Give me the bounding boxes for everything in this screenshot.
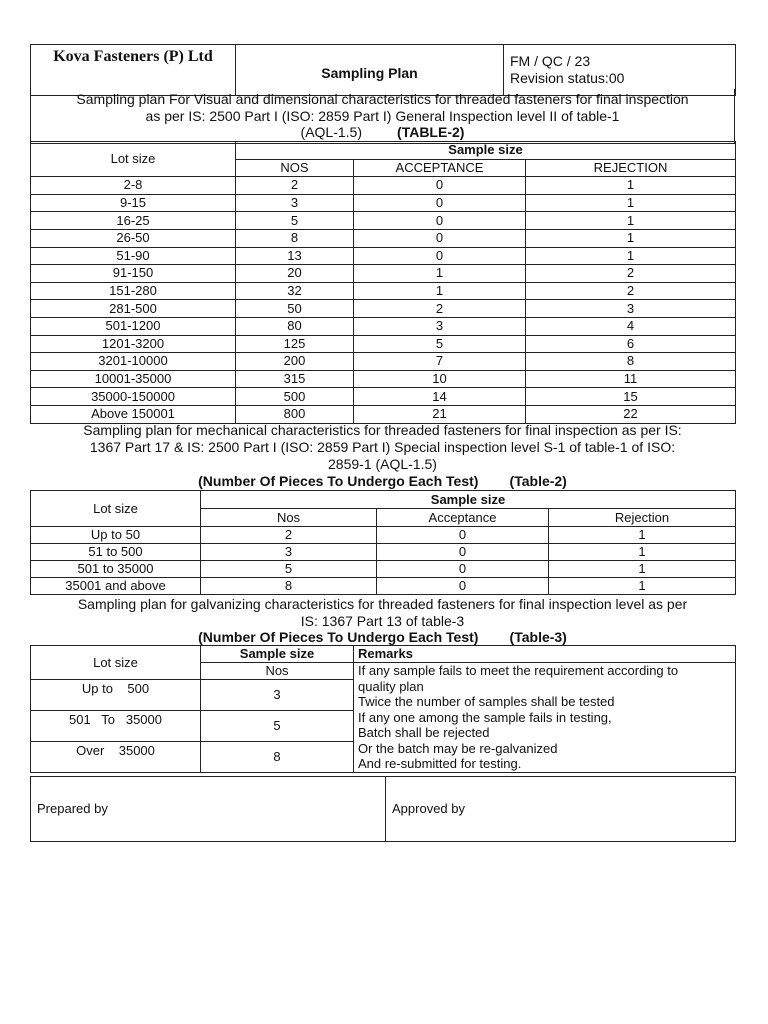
table1-caption-line3 bbox=[31, 124, 734, 141]
table1-caption-line2: as per IS: 2500 Part I (ISO: 2859 Part I) General Inspection level II of table-1 bbox=[145, 107, 620, 124]
table3-nos: 8 bbox=[201, 742, 354, 773]
table2-col-rejection: Rejection bbox=[549, 509, 736, 527]
table1-acceptance: 0 bbox=[354, 194, 526, 212]
table1-nos: 3 bbox=[236, 194, 354, 212]
table1-rejection: 1 bbox=[526, 229, 736, 247]
table1-lot-size: 16-25 bbox=[31, 212, 236, 230]
table1-rejection: 1 bbox=[526, 212, 736, 230]
table1-row bbox=[31, 212, 736, 230]
remark-line: Or the batch may be re-galvanized bbox=[358, 740, 558, 756]
table2-rejection: 1 bbox=[549, 527, 736, 544]
table1-lot-size: 51-90 bbox=[31, 247, 236, 265]
table1-caption-line1: Sampling plan For Visual and dimensional characteristics for threaded fasteners for final inspection bbox=[76, 91, 689, 107]
table2-rejection: 1 bbox=[549, 561, 736, 578]
table1-aql: (AQL-1.5) bbox=[300, 124, 363, 140]
signature-block bbox=[30, 776, 736, 842]
table1-nos: 80 bbox=[236, 317, 354, 335]
table2-sample-size-header: Sample size bbox=[201, 491, 736, 509]
table2-caption bbox=[30, 422, 735, 490]
table2-lot-size: 35001 and above bbox=[31, 578, 201, 595]
table2-nos: 2 bbox=[201, 527, 377, 544]
table2-caption-line3: 2859-1 (AQL-1.5) bbox=[328, 456, 437, 472]
table1-rejection: 8 bbox=[526, 353, 736, 371]
table1-acceptance: 0 bbox=[354, 247, 526, 265]
table1-acceptance: 0 bbox=[354, 177, 526, 195]
table1-lot-size: 9-15 bbox=[31, 194, 236, 212]
table1-row bbox=[31, 282, 736, 300]
table2-caption-line1: Sampling plan for mechanical characteristics for threaded fasteners for final inspection as per IS: bbox=[83, 422, 682, 438]
table1-acceptance: 5 bbox=[354, 335, 526, 353]
table2-row bbox=[31, 578, 736, 595]
table1-rejection: 11 bbox=[526, 370, 736, 388]
table1-label: (TABLE-2) bbox=[397, 124, 465, 140]
table3-lot-size: Over 35000 bbox=[31, 742, 201, 773]
table1-row bbox=[31, 353, 736, 371]
table1-rejection: 22 bbox=[526, 405, 736, 423]
table1-rejection: 4 bbox=[526, 317, 736, 335]
table1-rejection: 1 bbox=[526, 194, 736, 212]
table2-acceptance: 0 bbox=[377, 527, 549, 544]
remark-line: And re-submitted for testing. bbox=[358, 756, 522, 771]
table1-acceptance: 10 bbox=[354, 370, 526, 388]
table3-caption-label: (Number Of Pieces To Undergo Each Test) (Table-3) bbox=[198, 629, 567, 645]
table1-row bbox=[31, 405, 736, 423]
table2-rejection: 1 bbox=[549, 578, 736, 595]
table1-nos: 2 bbox=[236, 177, 354, 195]
table1-nos: 8 bbox=[236, 229, 354, 247]
table1-nos: 500 bbox=[236, 388, 354, 406]
table1-lot-size: 91-150 bbox=[31, 265, 236, 283]
table2-lot-size: 501 to 35000 bbox=[31, 561, 201, 578]
table2-col-nos: Nos bbox=[201, 509, 377, 527]
table2-row bbox=[31, 527, 736, 544]
table1-row bbox=[31, 335, 736, 353]
table2-caption-line2: 1367 Part 17 & IS: 2500 Part I (ISO: 2859 Part I) Special inspection level S-1 of table-1 of ISO: bbox=[89, 439, 676, 455]
table1-row bbox=[31, 265, 736, 283]
table1-nos: 800 bbox=[236, 405, 354, 423]
table3-lot-size: Up to 500 bbox=[31, 680, 201, 711]
table1-row bbox=[31, 229, 736, 247]
table2-acceptance: 0 bbox=[377, 561, 549, 578]
table1-acceptance: 21 bbox=[354, 405, 526, 423]
table1-rejection: 15 bbox=[526, 388, 736, 406]
table1-acceptance: 1 bbox=[354, 265, 526, 283]
table1-lot-size: 10001-35000 bbox=[31, 370, 236, 388]
table1-row bbox=[31, 194, 736, 212]
table1-row bbox=[31, 177, 736, 195]
table1-row bbox=[31, 388, 736, 406]
table1-caption-box bbox=[30, 89, 735, 144]
prepared-by: Prepared by bbox=[31, 777, 386, 842]
table1-lot-size: 2-8 bbox=[31, 177, 236, 195]
table2-nos: 8 bbox=[201, 578, 377, 595]
table2-col-acceptance: Acceptance bbox=[377, 509, 549, 527]
table1-lot-size: 3201-10000 bbox=[31, 353, 236, 371]
table2-nos: 3 bbox=[201, 544, 377, 561]
table1-nos: 13 bbox=[236, 247, 354, 265]
table1-row bbox=[31, 300, 736, 318]
table1-rejection: 1 bbox=[526, 247, 736, 265]
table1-nos: 32 bbox=[236, 282, 354, 300]
table1-acceptance: 1 bbox=[354, 282, 526, 300]
table1-visual-dimensional bbox=[30, 141, 736, 424]
remark-line: quality plan bbox=[358, 678, 424, 694]
table1-lot-size: 1201-3200 bbox=[31, 335, 236, 353]
table2-row bbox=[31, 561, 736, 578]
table1-acceptance: 2 bbox=[354, 300, 526, 318]
table1-acceptance: 0 bbox=[354, 212, 526, 230]
table2-mechanical bbox=[30, 490, 736, 595]
table1-rejection: 2 bbox=[526, 265, 736, 283]
table3-col-nos: Nos bbox=[201, 663, 354, 680]
approved-by: Approved by bbox=[386, 777, 736, 842]
remark-line: Twice the number of samples shall be tested bbox=[358, 694, 615, 709]
table1-col-acceptance: ACCEPTANCE bbox=[354, 159, 526, 177]
table1-acceptance: 3 bbox=[354, 317, 526, 335]
table1-lot-size: 501-1200 bbox=[31, 317, 236, 335]
table3-lot-size: 501 To 35000 bbox=[31, 711, 201, 742]
table1-nos: 125 bbox=[236, 335, 354, 353]
table2-acceptance: 0 bbox=[377, 544, 549, 561]
table1-col-nos: NOS bbox=[236, 159, 354, 177]
table2-lot-size: 51 to 500 bbox=[31, 544, 201, 561]
table1-nos: 315 bbox=[236, 370, 354, 388]
table1-acceptance: 7 bbox=[354, 353, 526, 371]
table1-rejection: 3 bbox=[526, 300, 736, 318]
table1-lot-size: Above 150001 bbox=[31, 405, 236, 423]
table1-col-rejection: REJECTION bbox=[526, 159, 736, 177]
revision-status: Revision status:00 bbox=[510, 70, 625, 86]
table1-lot-size: 281-500 bbox=[31, 300, 236, 318]
table1-row bbox=[31, 317, 736, 335]
table1-nos: 50 bbox=[236, 300, 354, 318]
table3-caption bbox=[30, 596, 735, 646]
table3-caption-line2: IS: 1367 Part 13 of table-3 bbox=[300, 612, 465, 629]
remark-line: If any one among the sample fails in testing, bbox=[358, 709, 612, 725]
table1-acceptance: 0 bbox=[354, 229, 526, 247]
remark-line: Batch shall be rejected bbox=[358, 725, 490, 740]
table2-lot-size-header: Lot size bbox=[31, 491, 201, 527]
table1-nos: 200 bbox=[236, 353, 354, 371]
table1-lot-size-header: Lot size bbox=[31, 142, 236, 177]
remark-line: If any sample fails to meet the requirement according to bbox=[358, 663, 679, 678]
table2-acceptance: 0 bbox=[377, 578, 549, 595]
table1-nos: 20 bbox=[236, 265, 354, 283]
table1-lot-size: 151-280 bbox=[31, 282, 236, 300]
table1-row bbox=[31, 370, 736, 388]
document-title: Sampling Plan bbox=[236, 45, 504, 96]
table1-rejection: 6 bbox=[526, 335, 736, 353]
table1-row bbox=[31, 247, 736, 265]
table1-sample-size-header: Sample size bbox=[236, 142, 736, 160]
table3-nos: 5 bbox=[201, 711, 354, 742]
form-number: FM / QC / 23 bbox=[510, 53, 591, 69]
table1-rejection: 1 bbox=[526, 177, 736, 195]
company-name: Kova Fasteners (P) Ltd bbox=[31, 45, 236, 96]
table1-nos: 5 bbox=[236, 212, 354, 230]
table2-caption-label: (Number Of Pieces To Undergo Each Test) (Table-2) bbox=[198, 473, 567, 489]
table1-lot-size: 35000-150000 bbox=[31, 388, 236, 406]
table2-row bbox=[31, 544, 736, 561]
table3-galvanizing bbox=[30, 645, 736, 773]
table2-rejection: 1 bbox=[549, 544, 736, 561]
table3-caption-line1: Sampling plan for galvanizing characteristics for threaded fasteners for final inspection level as per bbox=[77, 596, 688, 612]
table3-remarks bbox=[354, 663, 736, 773]
table1-acceptance: 14 bbox=[354, 388, 526, 406]
table2-nos: 5 bbox=[201, 561, 377, 578]
table3-lot-size-header: Lot size bbox=[31, 646, 201, 680]
table2-lot-size: Up to 50 bbox=[31, 527, 201, 544]
table1-rejection: 2 bbox=[526, 282, 736, 300]
table3-remarks-header: Remarks bbox=[354, 646, 736, 663]
form-info bbox=[504, 45, 736, 96]
table1-lot-size: 26-50 bbox=[31, 229, 236, 247]
table3-nos: 3 bbox=[201, 680, 354, 711]
table3-sample-size-header: Sample size bbox=[201, 646, 354, 663]
